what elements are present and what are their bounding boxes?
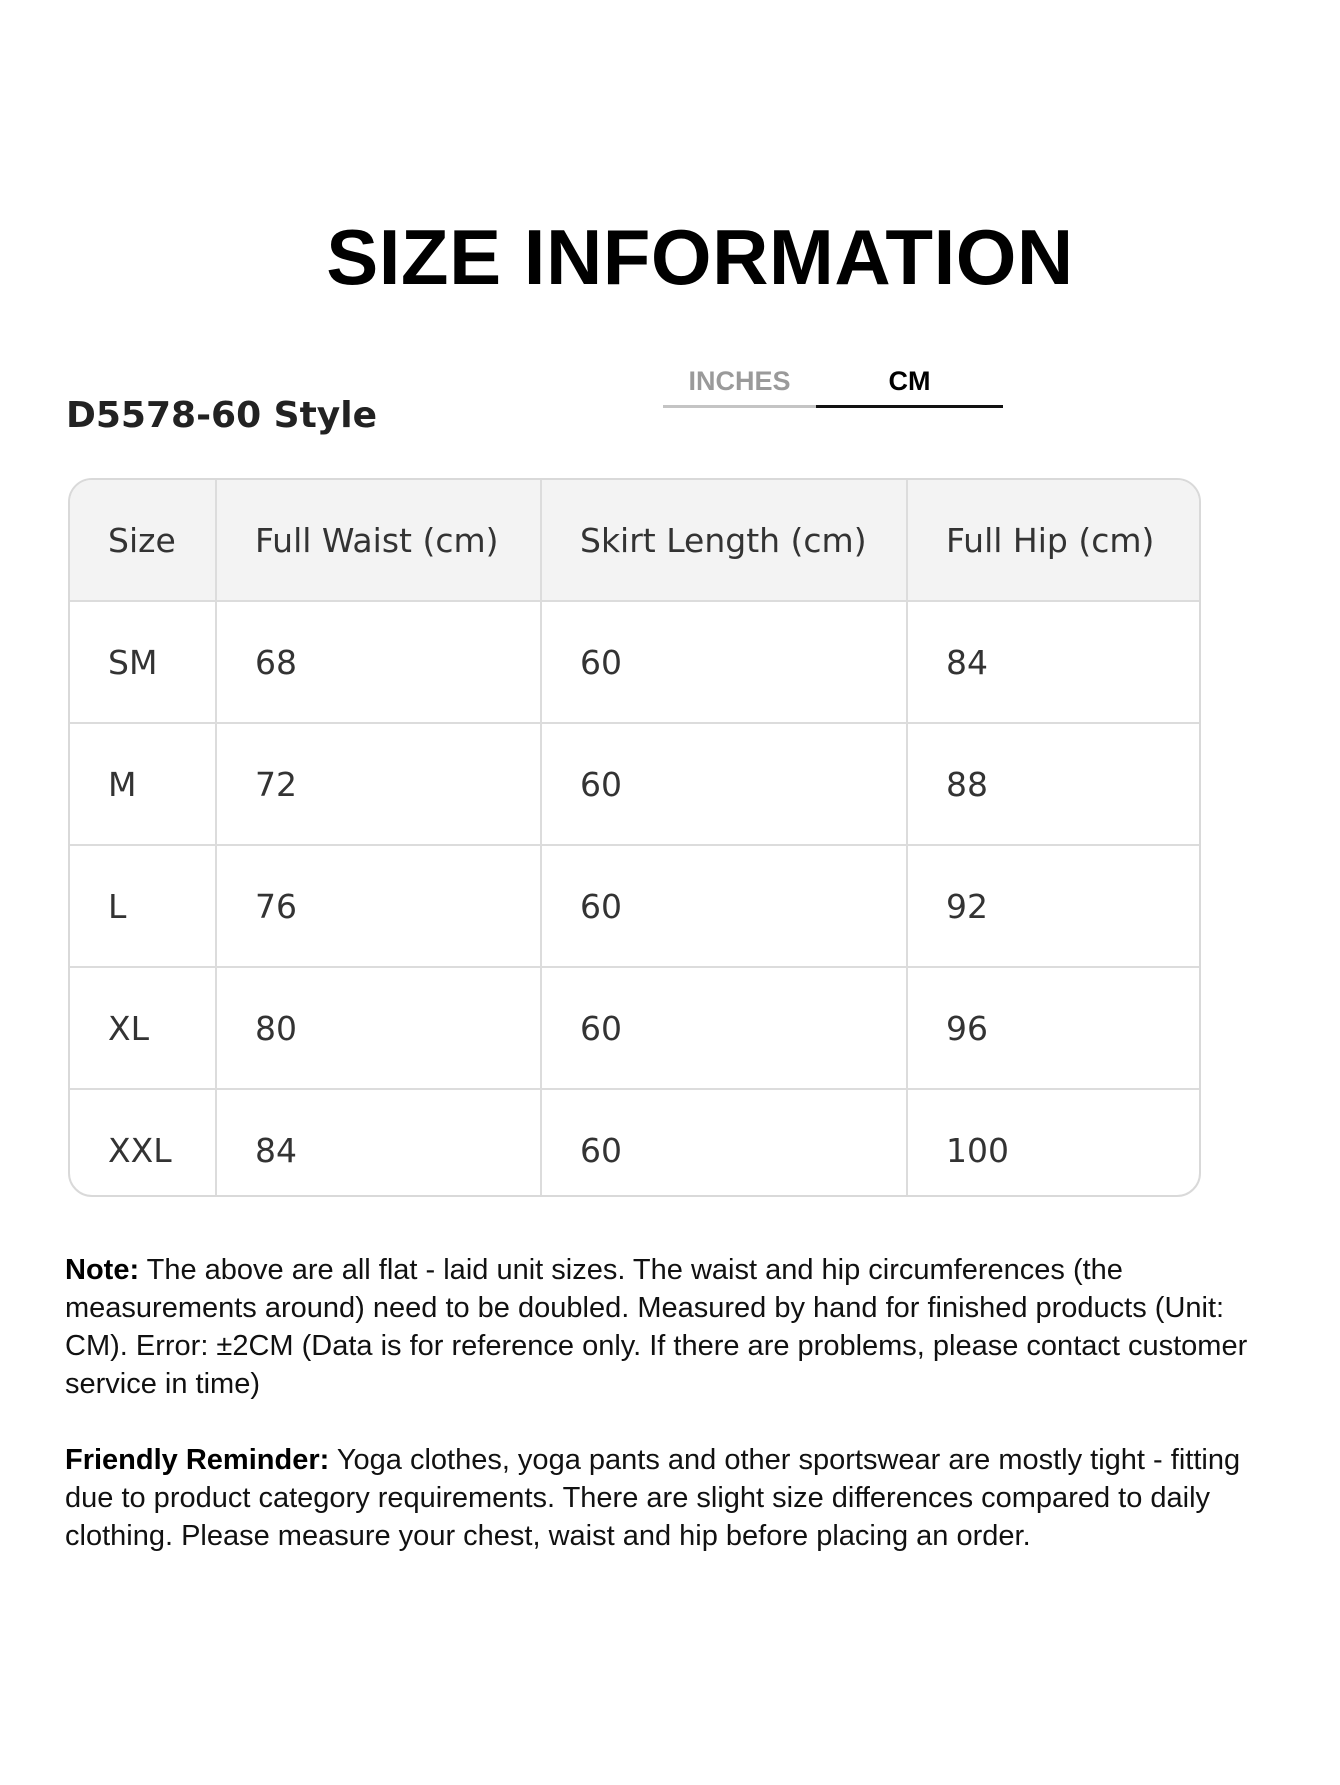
- note-label: Note:: [65, 1254, 140, 1286]
- table-row: [70, 601, 1201, 723]
- cell-full-hip: 96: [907, 967, 1201, 1089]
- cell-skirt-length: 60: [541, 1089, 907, 1197]
- header-size: Size: [70, 480, 216, 601]
- tab-inches[interactable]: INCHES: [663, 356, 816, 408]
- header-full-hip: Full Hip (cm): [907, 480, 1201, 601]
- cell-full-waist: 84: [216, 1089, 541, 1197]
- reminder-paragraph: [65, 1441, 1285, 1555]
- cell-skirt-length: 60: [541, 723, 907, 845]
- table-header-row: [70, 480, 1201, 601]
- cell-full-waist: 80: [216, 967, 541, 1089]
- cell-skirt-length: 60: [541, 845, 907, 967]
- unit-tabs: [663, 356, 1003, 412]
- cell-full-waist: 68: [216, 601, 541, 723]
- cell-skirt-length: 60: [541, 967, 907, 1089]
- cell-size: M: [70, 723, 216, 845]
- size-table: [70, 480, 1201, 1197]
- cell-skirt-length: 60: [541, 601, 907, 723]
- cell-full-waist: 72: [216, 723, 541, 845]
- table-row: [70, 967, 1201, 1089]
- reminder-label: Friendly Reminder:: [65, 1444, 330, 1476]
- cell-size: XXL: [70, 1089, 216, 1197]
- cell-full-hip: 84: [907, 601, 1201, 723]
- tab-cm[interactable]: CM: [816, 356, 1003, 408]
- cell-size: XL: [70, 967, 216, 1089]
- header-skirt-length: Skirt Length (cm): [541, 480, 907, 601]
- reminder-text: Yoga clothes, yoga pants and other sportswear are mostly tight - fitting due to product category requirements. There are slight size differences compared to daily clothing. Please measure your chest, waist and hip before placing an order.: [65, 1444, 1241, 1552]
- cell-size: SM: [70, 601, 216, 723]
- header-full-waist: Full Waist (cm): [216, 480, 541, 601]
- page-title: SIZE INFORMATION: [326, 213, 1074, 301]
- table-row: [70, 723, 1201, 845]
- style-title: D5578-60 Style: [66, 395, 378, 436]
- table-row: [70, 845, 1201, 967]
- cell-full-hip: 92: [907, 845, 1201, 967]
- cell-full-hip: 88: [907, 723, 1201, 845]
- size-table-container: [68, 478, 1201, 1197]
- table-row: [70, 1089, 1201, 1197]
- cell-full-waist: 76: [216, 845, 541, 967]
- note-paragraph: [65, 1251, 1285, 1403]
- cell-full-hip: 100: [946, 1130, 1009, 1170]
- cell-size: L: [70, 845, 216, 967]
- note-text: The above are all flat - laid unit sizes. The waist and hip circumferences (the measurements around) need to be doubled. Measured by hand for finished products (Unit: CM). Error: ±2CM (Data is for reference only. If there are problems, please contact customer service in time): [65, 1254, 1248, 1400]
